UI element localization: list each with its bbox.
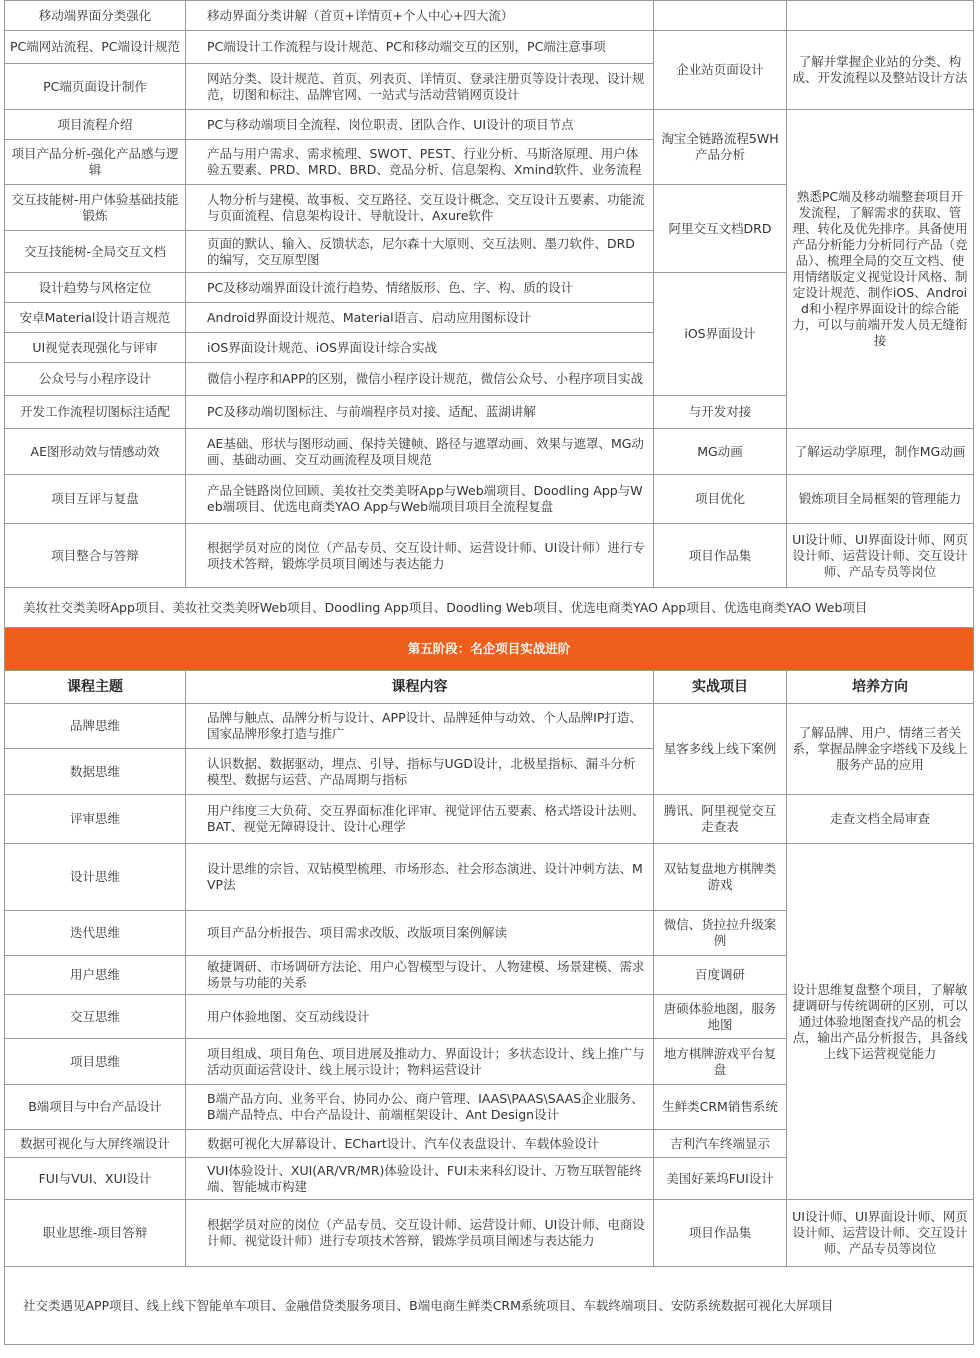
course-content: 产品与用户需求、需求梳理、SWOT、PEST、行业分析、马斯洛原理、用户体验五要素、PRD、MRD、BRD、竞品分析、信息架构、Xmind软件、业务流程 — [186, 140, 654, 185]
project-cell: 淘宝全链路流程5WH产品分析 — [654, 110, 787, 185]
course-topic: PC端页面设计制作 — [5, 64, 186, 110]
course-topic: 项目互评与复盘 — [5, 475, 186, 524]
direction-cell — [787, 1, 974, 31]
course-content: iOS界面设计规范、iOS界面设计综合实战 — [186, 333, 654, 363]
column-header-direction: 培养方向 — [787, 671, 974, 704]
project-cell: 地方棋牌游戏平台复盘 — [654, 1039, 787, 1085]
direction-cell: UI设计师、UI界面设计师、网页设计师、运营设计师、交互设计师、产品专员等岗位 — [787, 1200, 974, 1267]
course-content: 移动界面分类讲解（首页+详情页+个人中心+四大流） — [186, 1, 654, 31]
project-cell: 生鲜类CRM销售系统 — [654, 1085, 787, 1130]
course-topic: B端项目与中台产品设计 — [5, 1085, 186, 1130]
section-summary: 社交类遇见APP项目、线上线下智能单车项目、金融借贷类服务项目、B端电商生鲜类CRM系统项目、车载终端项目、安防系统数据可视化大屏项目 — [5, 1267, 974, 1345]
course-topic: 交互技能树-全局交互文档 — [5, 231, 186, 273]
course-content: 认识数据、数据驱动，埋点、引导、指标与UGD设计，北极星指标、漏斗分析模型、数据与运营、产品周期与指标 — [186, 749, 654, 795]
project-cell: 项目作品集 — [654, 1200, 787, 1267]
project-cell: 项目优化 — [654, 475, 787, 524]
course-topic: PC端网站流程、PC端设计规范 — [5, 31, 186, 64]
direction-cell: 设计思维复盘整个项目，了解敏捷调研与传统调研的区别，可以通过体验地图查找产品的机会点，输出产品分析报告，具备线上线下运营视觉能力 — [787, 844, 974, 1200]
course-topic: 用户思维 — [5, 956, 186, 995]
project-cell: 企业站页面设计 — [654, 31, 787, 110]
column-header-project: 实战项目 — [654, 671, 787, 704]
course-topic: 项目整合与答辩 — [5, 524, 186, 588]
course-topic: 交互技能树-用户体验基础技能锻炼 — [5, 185, 186, 231]
curriculum-table — [4, 0, 974, 1345]
project-cell: 与开发对接 — [654, 396, 787, 429]
project-cell: 百度调研 — [654, 956, 787, 995]
course-topic: 项目产品分析-强化产品感与逻辑 — [5, 140, 186, 185]
direction-cell: 走查文档全局审查 — [787, 795, 974, 844]
project-cell: 美国好莱坞FUI设计 — [654, 1158, 787, 1200]
course-topic: 数据思维 — [5, 749, 186, 795]
direction-cell: 熟悉PC端及移动端整套项目开发流程，了解需求的获取、管理、转化及优先排序。具备使用产品分析能力分析同行产品（竞品）、梳理全局的交互文档、使用情绪版定义视觉设计风格、制定设计规范、制作iOS、Android和小程序界面设计的综合能力，可以与前端开发人员无缝衔接 — [787, 110, 974, 429]
project-cell: 阿里交互文档DRD — [654, 185, 787, 273]
direction-cell: 锻炼项目全局框架的管理能力 — [787, 475, 974, 524]
table-row — [5, 704, 974, 749]
course-topic: 设计趋势与风格定位 — [5, 273, 186, 303]
project-cell: 星客多线上线下案例 — [654, 704, 787, 795]
course-topic: 职业思维-项目答辩 — [5, 1200, 186, 1267]
project-cell: 项目作品集 — [654, 524, 787, 588]
course-content: B端产品方向、业务平台、协同办公、商户管理、IAAS\PAAS\SAAS企业服务、B端产品特点、中台产品设计、前端框架设计、Ant Design设计 — [186, 1085, 654, 1130]
course-topic: 安卓Material设计语言规范 — [5, 303, 186, 333]
table-row — [5, 1267, 974, 1345]
course-topic: 公众号与小程序设计 — [5, 363, 186, 396]
direction-cell: 了解品牌、用户、情绪三者关系，掌握品牌金字塔线下及线上服务产品的应用 — [787, 704, 974, 795]
table-row — [5, 1200, 974, 1267]
table-row — [5, 588, 974, 628]
course-topic: 评审思维 — [5, 795, 186, 844]
project-cell: iOS界面设计 — [654, 273, 787, 396]
project-cell: 微信、货拉拉升级案例 — [654, 911, 787, 956]
direction-cell: 了解并掌握企业站的分类、构成、开发流程以及整站设计方法 — [787, 31, 974, 110]
course-content: VUI体验设计、XUI(AR/VR/MR)体验设计、FUI未来科幻设计、万物互联智能终端、智能城市构建 — [186, 1158, 654, 1200]
course-topic: 移动端界面分类强化 — [5, 1, 186, 31]
table-row — [5, 429, 974, 475]
project-cell: 腾讯、阿里视觉交互走查表 — [654, 795, 787, 844]
course-topic: 项目思维 — [5, 1039, 186, 1085]
course-topic: FUI与VUI、XUI设计 — [5, 1158, 186, 1200]
stage-header-row — [5, 628, 974, 671]
course-content: 人物分析与建模、故事板、交互路径、交互设计概念、交互设计五要素、功能流与页面流程、信息架构设计、导航设计、Axure软件 — [186, 185, 654, 231]
course-content: 数据可视化大屏幕设计、EChart设计、汽车仪表盘设计、车载体验设计 — [186, 1130, 654, 1158]
course-content: 品牌与触点、品牌分析与设计、APP设计、品牌延伸与动效、个人品牌IP打造、国家品牌形象打造与推广 — [186, 704, 654, 749]
stage-title: 第五阶段：名企项目实战进阶 — [5, 628, 974, 671]
course-content: AE基础、形状与图形动画、保持关键帧、路径与遮罩动画、效果与遮罩、MG动画、基础动画、交互动画流程及项目规范 — [186, 429, 654, 475]
table-row — [5, 110, 974, 140]
course-topic: 迭代思维 — [5, 911, 186, 956]
column-header-topic: 课程主题 — [5, 671, 186, 704]
course-topic: 数据可视化与大屏终端设计 — [5, 1130, 186, 1158]
course-content: 根据学员对应的岗位（产品专员、交互设计师、运营设计师、UI设计师）进行专项技术答辩，锻炼学员项目阐述与表达能力 — [186, 524, 654, 588]
course-content: 敏捷调研、市场调研方法论、用户心智模型与设计、人物建模、场景建模、需求场景与功能的关系 — [186, 956, 654, 995]
course-topic: 品牌思维 — [5, 704, 186, 749]
course-topic: AE图形动效与情感动效 — [5, 429, 186, 475]
table-row — [5, 475, 974, 524]
course-content: 根据学员对应的岗位（产品专员、交互设计师、运营设计师、UI设计师、电商设计师、视觉设计师）进行专项技术答辩，锻炼学员项目阐述与表达能力 — [186, 1200, 654, 1267]
course-content: 设计思维的宗旨、双钻模型梳理、市场形态、社会形态演进、设计冲刺方法、MVP法 — [186, 844, 654, 911]
project-cell: 唐硕体验地图，服务地图 — [654, 995, 787, 1039]
section-summary: 美妆社交类美呀App项目、美妆社交类美呀Web项目、Doodling App项目、Doodling Web项目、优选电商类YAO App项目、优选电商类YAO Web项目 — [5, 588, 974, 628]
course-content: 网站分类、设计规范、首页、列表页、详情页、登录注册页等设计表现、设计规范，切图和标注、品牌官网、一站式与活动营销网页设计 — [186, 64, 654, 110]
table-row — [5, 524, 974, 588]
course-topic: 开发工作流程切图标注适配 — [5, 396, 186, 429]
course-topic: UI视觉表现强化与评审 — [5, 333, 186, 363]
course-content: PC及移动端界面设计流行趋势、情绪版形、色、字、构、质的设计 — [186, 273, 654, 303]
table-row — [5, 795, 974, 844]
course-content: PC及移动端切图标注、与前端程序员对接、适配、蓝湖讲解 — [186, 396, 654, 429]
course-content: 用户体验地图、交互动线设计 — [186, 995, 654, 1039]
course-content: 用户纬度三大负荷、交互界面标准化评审、视觉评估五要素、格式塔设计法则、BAT、视觉无障碍设计、设计心理学 — [186, 795, 654, 844]
course-content: PC端设计工作流程与设计规范、PC和移动端交互的区别，PC端注意事项 — [186, 31, 654, 64]
course-content: 页面的默认、输入、反馈状态，尼尔森十大原则、交互法则、墨刀软件、DRD的编写，交互原型图 — [186, 231, 654, 273]
project-cell: MG动画 — [654, 429, 787, 475]
course-content: 项目组成、项目角色、项目进展及推动力、界面设计；多状态设计、线上推广与活动页面运营设计、线上展示设计；物料运营设计 — [186, 1039, 654, 1085]
direction-cell: 了解运动学原理，制作MG动画 — [787, 429, 974, 475]
table-row — [5, 31, 974, 64]
column-header-row — [5, 671, 974, 704]
direction-cell: UI设计师、UI界面设计师、网页设计师、运营设计师、交互设计师、产品专员等岗位 — [787, 524, 974, 588]
course-topic: 交互思维 — [5, 995, 186, 1039]
course-content: PC与移动端项目全流程、岗位职责、团队合作、UI设计的项目节点 — [186, 110, 654, 140]
table-row — [5, 844, 974, 911]
table-row — [5, 1, 974, 31]
project-cell: 吉利汽车终端显示 — [654, 1130, 787, 1158]
project-cell: 双钻复盘地方棋牌类游戏 — [654, 844, 787, 911]
course-content: 微信小程序和APP的区别，微信小程序设计规范，微信公众号、小程序项目实战 — [186, 363, 654, 396]
course-content: Android界面设计规范、Material语言、启动应用图标设计 — [186, 303, 654, 333]
course-content: 产品全链路岗位回顾、美妆社交类美呀App与Web端项目、Doodling App与Web端项目、优选电商类YAO App与Web端项目项目全流程复盘 — [186, 475, 654, 524]
course-topic: 设计思维 — [5, 844, 186, 911]
project-cell — [654, 1, 787, 31]
course-topic: 项目流程介绍 — [5, 110, 186, 140]
course-content: 项目产品分析报告、项目需求改版、改版项目案例解读 — [186, 911, 654, 956]
column-header-content: 课程内容 — [186, 671, 654, 704]
